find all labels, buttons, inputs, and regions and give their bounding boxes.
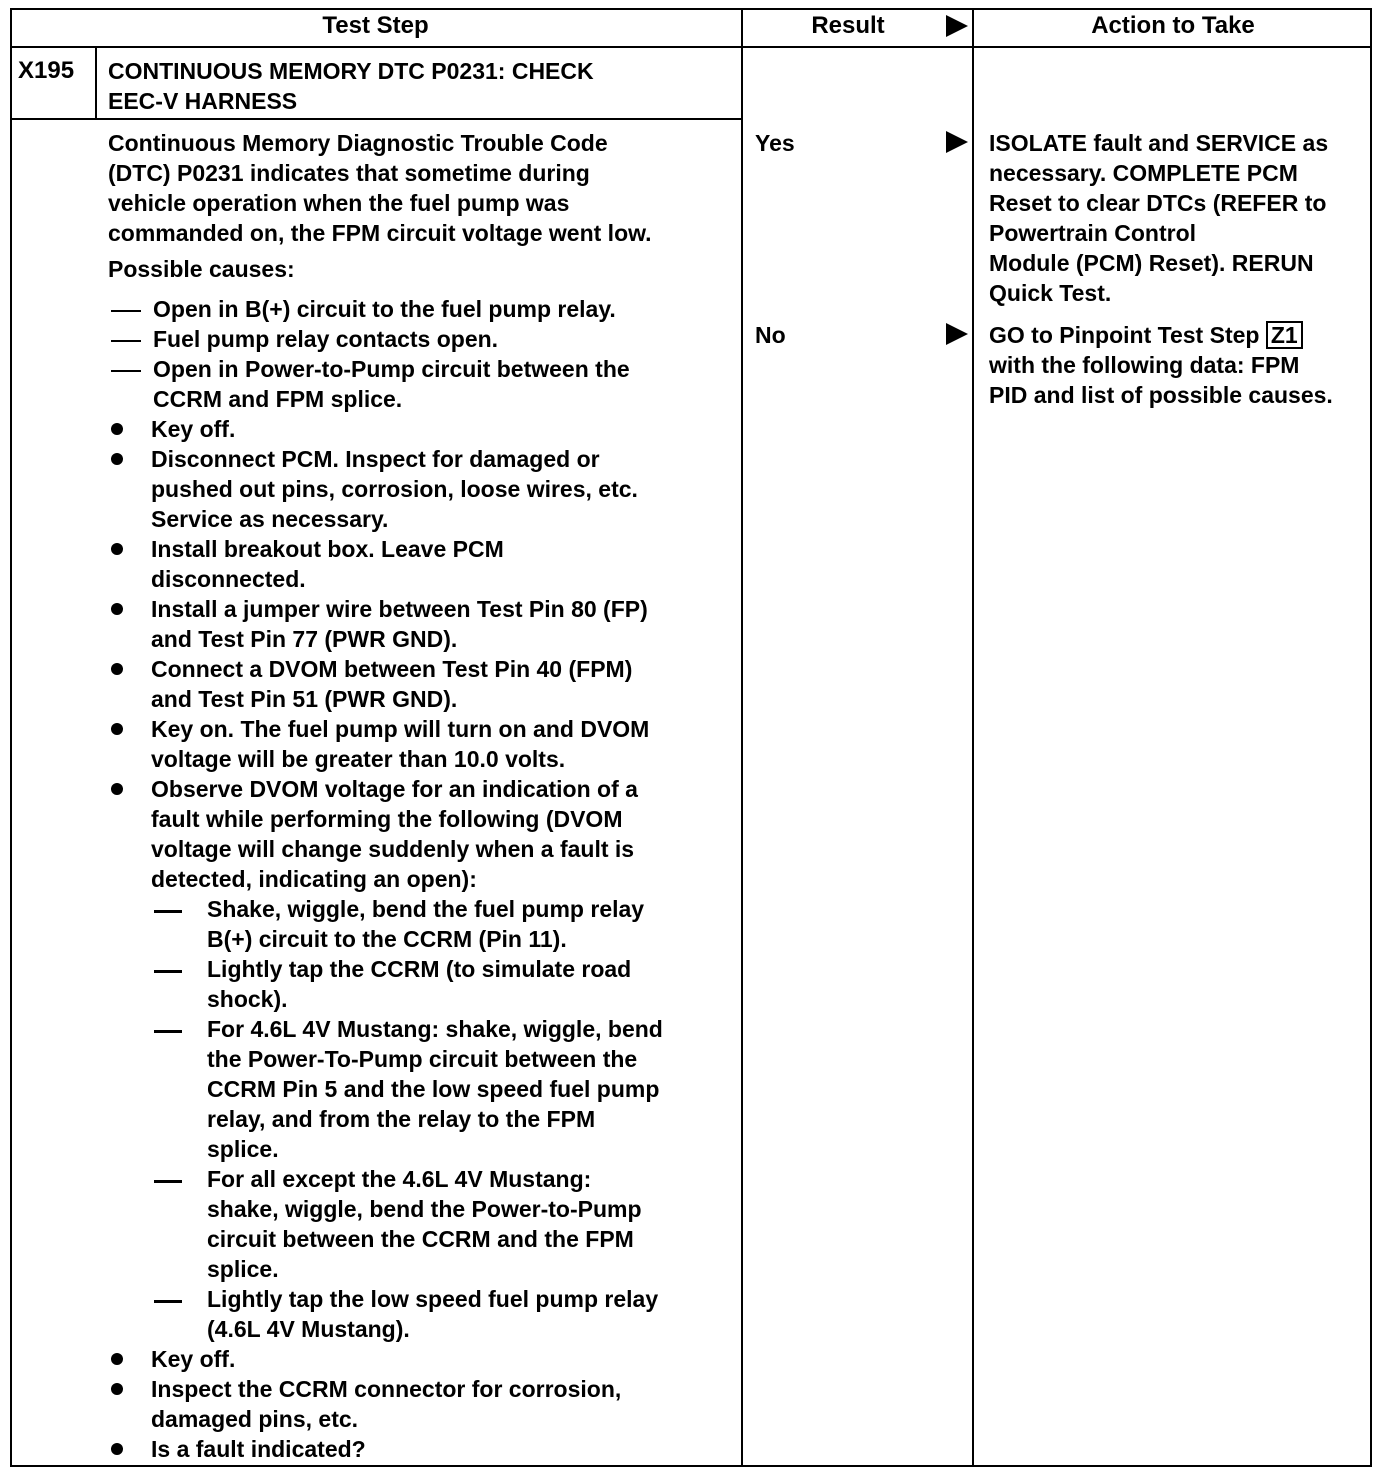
action-yes-line: Powertrain Control <box>989 220 1197 246</box>
action-yes-line: Reset to clear DTCs (REFER to <box>989 190 1327 216</box>
action-yes-line: necessary. COMPLETE PCM <box>989 160 1298 186</box>
bullet-icon <box>111 663 123 675</box>
sub-step-item-cont: B(+) circuit to the CCRM (Pin 11). <box>207 926 567 952</box>
cause-item-cont: CCRM and FPM splice. <box>153 386 403 412</box>
step-item-cont: voltage will change suddenly when a fault is <box>151 836 635 862</box>
sub-step-item-cont: relay, and from the relay to the FPM <box>207 1106 596 1132</box>
intro-line: vehicle operation when the fuel pump was <box>108 190 570 216</box>
step-item: Key on. The fuel pump will turn on and DVOM <box>151 716 650 742</box>
sub-step-item: For all except the 4.6L 4V Mustang: <box>207 1166 592 1192</box>
step-item-cont: disconnected. <box>151 566 306 592</box>
step-item: Key off. <box>151 416 236 442</box>
result-no: No <box>755 322 786 348</box>
intro-line: commanded on, the FPM circuit voltage went low. <box>108 220 652 246</box>
step-item-cont: Service as necessary. <box>151 506 389 532</box>
step-item: Key off. <box>151 1346 236 1372</box>
action-no-line: with the following data: FPM <box>989 352 1300 378</box>
step-item: Install a jumper wire between Test Pin 80 (FP) <box>151 596 648 622</box>
cause-dash <box>111 370 141 372</box>
step-item-cont: fault while performing the following (DVOM <box>151 806 623 832</box>
action-column-divider <box>972 8 974 1467</box>
intro-line: Continuous Memory Diagnostic Trouble Code <box>108 130 608 156</box>
step-id: X195 <box>18 57 75 84</box>
bullet-icon <box>111 1383 123 1395</box>
sub-step-item-cont: shake, wiggle, bend the Power-to-Pump <box>207 1196 642 1222</box>
result-column-divider <box>741 8 743 1467</box>
bullet-icon <box>111 423 123 435</box>
step-item: Inspect the CCRM connector for corrosion, <box>151 1376 622 1402</box>
step-item-cont: pushed out pins, corrosion, loose wires, etc. <box>151 476 638 502</box>
sub-step-item: Shake, wiggle, bend the fuel pump relay <box>207 896 645 922</box>
action-yes-line: Quick Test. <box>989 280 1112 306</box>
sub-step-item-cont: splice. <box>207 1256 279 1282</box>
action-no-line <box>989 320 1303 350</box>
sub-step-dash <box>154 1300 182 1303</box>
header-action: Action to Take <box>1091 12 1255 39</box>
bullet-icon <box>111 723 123 735</box>
cause-dash <box>111 340 141 342</box>
yes-arrow-icon <box>946 131 968 153</box>
sub-step-item-cont: CCRM Pin 5 and the low speed fuel pump <box>207 1076 660 1102</box>
step-item-cont: voltage will be greater than 10.0 volts. <box>151 746 566 772</box>
header-divider <box>10 46 1372 48</box>
sub-step-item-cont: shock). <box>207 986 288 1012</box>
cause-dash <box>111 310 141 312</box>
header-arrow-icon <box>946 15 968 37</box>
bullet-icon <box>111 543 123 555</box>
step-item: Observe DVOM voltage for an indication of a <box>151 776 638 802</box>
intro-line: (DTC) P0231 indicates that sometime during <box>108 160 590 186</box>
sub-step-dash <box>154 1180 182 1183</box>
step-title-line1: CONTINUOUS MEMORY DTC P0231: CHECK <box>108 58 594 84</box>
header-result: Result <box>811 12 885 39</box>
sub-step-item-cont: the Power-To-Pump circuit between the <box>207 1046 638 1072</box>
sub-step-item-cont: (4.6L 4V Mustang). <box>207 1316 410 1342</box>
step-item-cont: and Test Pin 51 (PWR GND). <box>151 686 458 712</box>
sub-step-item: Lightly tap the low speed fuel pump relay <box>207 1286 659 1312</box>
step-item-cont: and Test Pin 77 (PWR GND). <box>151 626 458 652</box>
bullet-icon <box>111 453 123 465</box>
header-test-step: Test Step <box>322 12 429 39</box>
sub-step-item-cont: splice. <box>207 1136 279 1162</box>
no-arrow-icon <box>946 323 968 345</box>
sub-step-item: Lightly tap the CCRM (to simulate road <box>207 956 632 982</box>
sub-step-item: For 4.6L 4V Mustang: shake, wiggle, bend <box>207 1016 663 1042</box>
step-item: Connect a DVOM between Test Pin 40 (FPM) <box>151 656 633 682</box>
step-item: Install breakout box. Leave PCM <box>151 536 504 562</box>
cause-item: Fuel pump relay contacts open. <box>153 326 499 352</box>
question-item: Is a fault indicated? <box>151 1436 366 1462</box>
step-item-cont: damaged pins, etc. <box>151 1406 359 1432</box>
action-no-line: PID and list of possible causes. <box>989 382 1333 408</box>
action-yes-line: ISOLATE fault and SERVICE as <box>989 130 1329 156</box>
possible-causes-label: Possible causes: <box>108 256 295 282</box>
bullet-icon <box>111 1443 123 1455</box>
result-yes: Yes <box>755 130 795 156</box>
bullet-icon <box>111 603 123 615</box>
action-yes-line: Module (PCM) Reset). RERUN <box>989 250 1314 276</box>
bullet-icon <box>111 1353 123 1365</box>
cause-item: Open in Power-to-Pump circuit between the <box>153 356 630 382</box>
step-title-divider <box>10 118 741 120</box>
sub-step-dash <box>154 910 182 913</box>
step-item: Disconnect PCM. Inspect for damaged or <box>151 446 600 472</box>
sub-step-item-cont: circuit between the CCRM and the FPM <box>207 1226 634 1252</box>
cause-item: Open in B(+) circuit to the fuel pump relay. <box>153 296 616 322</box>
pinpoint-step-link[interactable]: Z1 <box>1266 321 1303 349</box>
step-id-divider <box>95 46 97 120</box>
action-no-prefix: GO to Pinpoint Test Step <box>989 322 1260 348</box>
bullet-icon <box>111 783 123 795</box>
sub-step-dash <box>154 1030 182 1033</box>
sub-step-dash <box>154 970 182 973</box>
step-item-cont: detected, indicating an open): <box>151 866 477 892</box>
step-title-line2: EEC-V HARNESS <box>108 88 298 114</box>
